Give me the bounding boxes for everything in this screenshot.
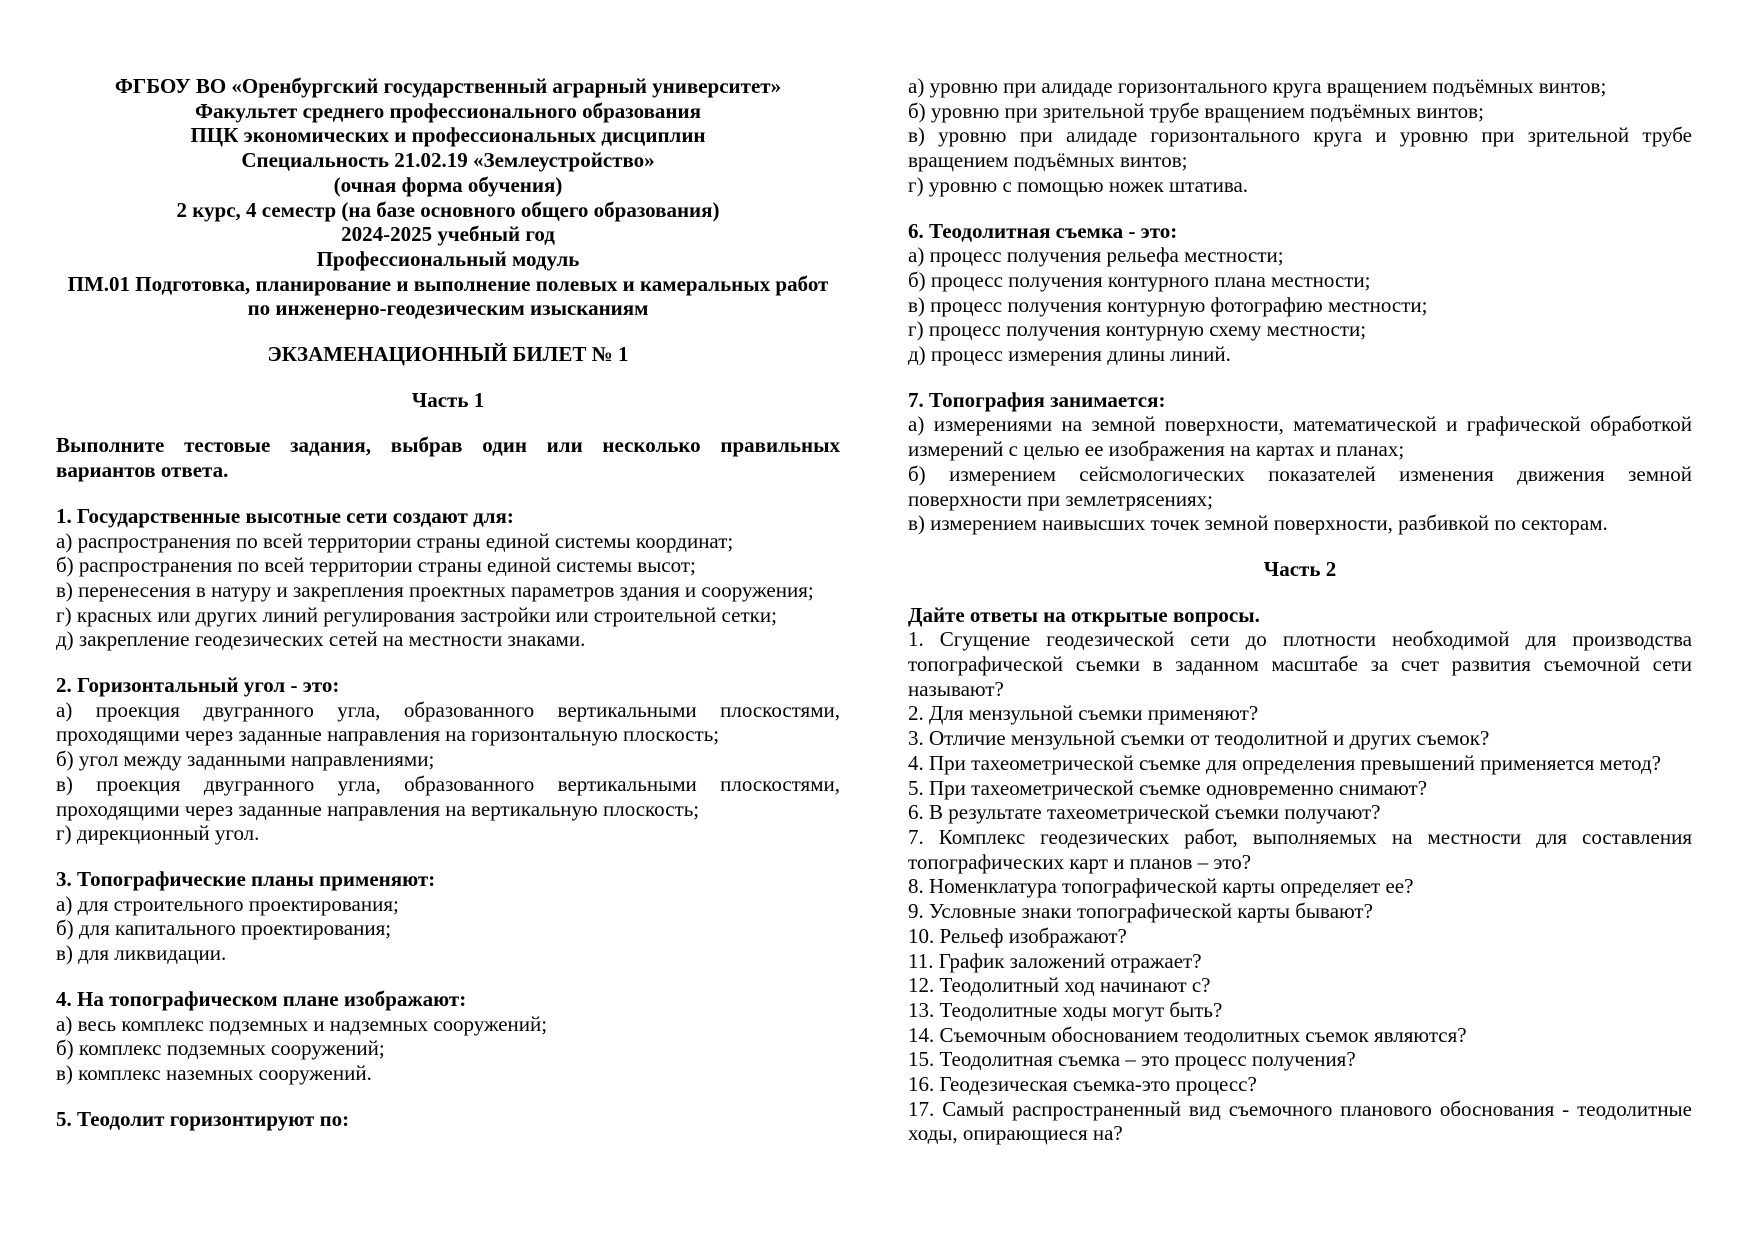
- open-question-line: 17. Самый распространенный вид съемочного планового обоснования - теодолитные: [908, 1096, 1692, 1121]
- answer-option-line: проходящими через заданные направления на вертикальную плоскость;: [56, 796, 700, 821]
- question-5-options-continued: [908, 74, 1692, 198]
- open-question-line: 3. Отличие мензульной съемки от теодолитной и других съемок?: [908, 726, 1490, 751]
- open-question: [908, 949, 1692, 974]
- open-question: [908, 726, 1692, 751]
- answer-option: [56, 1036, 840, 1061]
- open-question: [908, 899, 1692, 924]
- question-block: [56, 673, 840, 846]
- answer-option: [56, 578, 840, 603]
- header-line: Профессиональный модуль: [316, 246, 580, 271]
- answer-option-line: а) для строительного проектирования;: [56, 891, 399, 916]
- answer-option-line: а) распространения по всей территории страны единой системы координат;: [56, 528, 734, 553]
- open-question-line: 12. Теодолитный ход начинают с?: [908, 973, 1211, 998]
- open-question-line: 14. Съемочным обоснованием теодолитных съемок являются?: [908, 1022, 1467, 1047]
- answer-option-line: измерений с целью ее изображения на картах и планах;: [908, 437, 1405, 462]
- answer-option: [908, 511, 1692, 536]
- answer-option-line: д) процесс измерения длины линий.: [908, 342, 1231, 367]
- answer-option-line: г) процесс получения контурную схему местности;: [908, 317, 1367, 342]
- open-question: [908, 998, 1692, 1023]
- answer-option-line: в) проекция двугранного угла, образованного вертикальными плоскостями,: [56, 771, 840, 796]
- open-question-line: 5. При тахеометрической съемке одновременно снимают?: [908, 775, 1428, 800]
- question-title: 4. На топографическом плане изображают:: [56, 986, 467, 1011]
- question-block: [56, 504, 840, 652]
- answer-option-line: в) комплекс наземных сооружений.: [56, 1060, 372, 1085]
- question-title: 3. Топографические планы применяют:: [56, 866, 436, 891]
- question-block: [908, 388, 1692, 536]
- open-question-line: 8. Номенклатура топографической карты определяет ее?: [908, 874, 1414, 899]
- answer-option: [56, 1012, 840, 1037]
- answer-option-line: а) проекция двугранного угла, образованного вертикальными плоскостями,: [56, 697, 840, 722]
- answer-option-line: б) распространения по всей территории страны единой системы высот;: [56, 553, 696, 578]
- answer-option-line: в) перенесения в натуру и закрепления проектных параметров здания и сооружения;: [56, 577, 814, 602]
- answer-option-line: б) комплекс подземных сооружений;: [56, 1036, 385, 1061]
- answer-option: [908, 293, 1692, 318]
- open-question: [908, 1047, 1692, 1072]
- header-line: по инженерно-геодезическим изысканиям: [247, 296, 649, 321]
- document-header: [56, 74, 840, 321]
- header-line: 2 курс, 4 семестр (на базе основного общего образования): [176, 197, 720, 222]
- question-title: 7. Топография занимается:: [908, 387, 1166, 412]
- open-question: [908, 825, 1692, 874]
- answer-option: [56, 603, 840, 628]
- answer-option: [56, 627, 840, 652]
- answer-option-line: б) процесс получения контурного плана местности;: [908, 267, 1371, 292]
- question-block: [56, 867, 840, 966]
- open-question-line: называют?: [908, 676, 1004, 701]
- question-title: 6. Теодолитная съемка - это:: [908, 218, 1178, 243]
- part1-instruction: [56, 433, 840, 482]
- open-question-line: ходы, опирающиеся на?: [908, 1121, 1123, 1146]
- header-line: 2024-2025 учебный год: [341, 222, 555, 247]
- answer-option-line: вращением подъёмных винтов;: [908, 148, 1188, 173]
- open-question-line: топографической съемки в заданном масштабе за счет развития съемочной сети: [908, 652, 1692, 677]
- open-question: [908, 776, 1692, 801]
- question-block: [56, 1107, 840, 1132]
- question-title: 2. Горизонтальный угол - это:: [56, 673, 340, 698]
- question-block: [908, 219, 1692, 367]
- right-column: [908, 74, 1692, 1146]
- part2-title: Часть 2: [1263, 556, 1337, 581]
- header-line: Факультет среднего профессионального образования: [195, 98, 701, 123]
- answer-option: [908, 342, 1692, 367]
- answer-option: [56, 892, 840, 917]
- answer-option: [908, 243, 1692, 268]
- open-question: [908, 800, 1692, 825]
- open-question: [908, 1097, 1692, 1146]
- answer-option-line: г) уровню с помощью ножек штатива.: [908, 172, 1249, 197]
- answer-option: [56, 698, 840, 747]
- answer-option: [908, 462, 1692, 511]
- answer-option-line: а) весь комплекс подземных и надземных сооружений;: [56, 1011, 548, 1036]
- answer-option-line: в) измерением наивысших точек земной поверхности, разбивкой по секторам.: [908, 511, 1608, 536]
- answer-option-line: в) для ликвидации.: [56, 941, 227, 966]
- ticket-title: ЭКЗАМЕНАЦИОННЫЙ БИЛЕТ № 1: [267, 342, 629, 367]
- answer-option: [56, 821, 840, 846]
- answer-option-line: проходящими через заданные направления на горизонтальную плоскость;: [56, 722, 720, 747]
- open-question: [908, 701, 1692, 726]
- answer-option-line: а) уровню при алидаде горизонтального круга вращением подъёмных винтов;: [908, 74, 1607, 98]
- answer-option-line: д) закрепление геодезических сетей на местности знаками.: [56, 627, 586, 652]
- open-question-line: 11. График заложений отражает?: [908, 948, 1202, 973]
- answer-option: [908, 317, 1692, 342]
- part2-instruction: Дайте ответы на открытые вопросы.: [908, 602, 1260, 627]
- answer-option: [908, 268, 1692, 293]
- open-question-line: 4. При тахеометрической съемке для определения превышений применяется метод?: [908, 750, 1661, 775]
- answer-option: [908, 123, 1692, 172]
- open-question: [908, 1023, 1692, 1048]
- answer-option-line: в) процесс получения контурную фотографию местности;: [908, 292, 1428, 317]
- answer-option-line: а) измерениями на земной поверхности, математической и графической обработкой: [908, 412, 1692, 437]
- open-question-line: 9. Условные знаки топографической карты бывают?: [908, 899, 1373, 924]
- instruction-line: Выполните тестовые задания, выбрав один или несколько правильных: [56, 433, 840, 458]
- answer-option-line: б) измерением сейсмологических показателей изменения движения земной: [908, 461, 1692, 486]
- answer-option: [56, 1061, 840, 1086]
- answer-option-line: б) для капитального проектирования;: [56, 916, 392, 941]
- answer-option: [908, 99, 1692, 124]
- part1-questions-left: [56, 504, 840, 1131]
- header-line: (очная форма обучения): [333, 172, 563, 197]
- answer-option-line: в) уровню при алидаде горизонтального круга и уровню при зрительной трубе: [908, 123, 1692, 148]
- question-block: [56, 987, 840, 1086]
- open-question: [908, 924, 1692, 949]
- answer-option-line: б) уровню при зрительной трубе вращением подъёмных винтов;: [908, 98, 1484, 123]
- left-column: [56, 74, 840, 1131]
- open-question: [908, 751, 1692, 776]
- open-question: [908, 973, 1692, 998]
- answer-option: [56, 747, 840, 772]
- answer-option: [56, 916, 840, 941]
- open-question: [908, 1072, 1692, 1097]
- part1-title: Часть 1: [411, 387, 485, 412]
- header-line: ПЦК экономических и профессиональных дисциплин: [190, 123, 706, 148]
- question-title: 5. Теодолит горизонтируют по:: [56, 1106, 350, 1131]
- answer-option: [908, 173, 1692, 198]
- instruction-line: вариантов ответа.: [56, 458, 229, 483]
- header-line: ПМ.01 Подготовка, планирование и выполнение полевых и камеральных работ: [67, 271, 829, 296]
- open-question-line: 15. Теодолитная съемка – это процесс получения?: [908, 1047, 1356, 1072]
- answer-option-line: поверхности при землетрясениях;: [908, 486, 1213, 511]
- open-question-line: 10. Рельеф изображают?: [908, 923, 1127, 948]
- header-line: ФГБОУ ВО «Оренбургский государственный аграрный университет»: [114, 74, 782, 98]
- header-line: Специальность 21.02.19 «Землеустройство»: [241, 148, 655, 173]
- open-question-line: топографических карт и планов – это?: [908, 849, 1252, 874]
- part2-open-questions: [908, 627, 1692, 1146]
- answer-option-line: г) дирекционный угол.: [56, 821, 260, 846]
- answer-option: [56, 553, 840, 578]
- open-question: [908, 874, 1692, 899]
- open-question-line: 1. Сгущение геодезической сети до плотности необходимой для производства: [908, 627, 1692, 652]
- answer-option-line: г) красных или других линий регулирования застройки или строительной сетки;: [56, 602, 777, 627]
- answer-option: [908, 74, 1692, 99]
- open-question-line: 7. Комплекс геодезических работ, выполняемых на местности для составления: [908, 824, 1692, 849]
- open-question-line: 2. Для мензульной съемки применяют?: [908, 701, 1259, 726]
- open-question-line: 6. В результате тахеометрической съемки получают?: [908, 800, 1381, 825]
- instruction: [56, 433, 840, 482]
- answer-option: [56, 772, 840, 821]
- answer-option: [56, 941, 840, 966]
- answer-option-line: а) процесс получения рельефа местности;: [908, 243, 1284, 268]
- answer-option: [908, 412, 1692, 461]
- question-title: 1. Государственные высотные сети создают для:: [56, 503, 514, 528]
- part1-questions-right: [908, 219, 1692, 536]
- open-question: [908, 627, 1692, 701]
- open-question-line: 16. Геодезическая съемка-это процесс?: [908, 1072, 1257, 1097]
- answer-option: [56, 529, 840, 554]
- open-question-line: 13. Теодолитные ходы могут быть?: [908, 997, 1223, 1022]
- answer-option-line: б) угол между заданными направлениями;: [56, 747, 435, 772]
